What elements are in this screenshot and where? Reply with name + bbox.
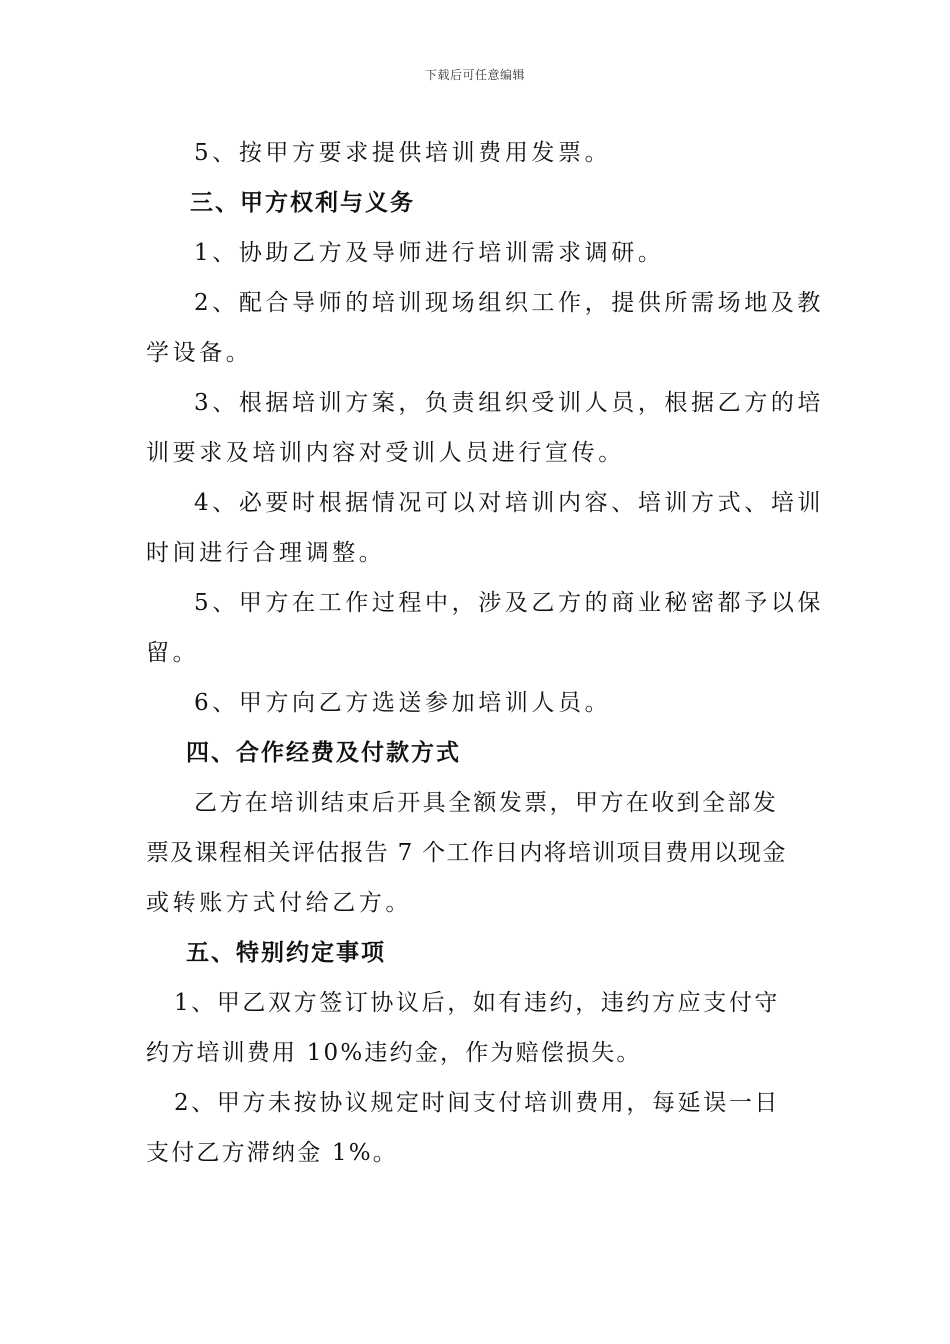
paragraph-line: 学设备。 (146, 340, 253, 366)
paragraph-line: 或转账方式付给乙方。 (146, 890, 412, 916)
paragraph-line: 约方培训费用 10%违约金，作为赔偿损失。 (146, 1040, 642, 1066)
paragraph-line: 2、配合导师的培训现场组织工作，提供所需场地及教 (194, 290, 825, 316)
section-heading: 四、合作经费及付款方式 (186, 739, 461, 766)
paragraph-line: 1、协助乙方及导师进行培训需求调研。 (194, 240, 665, 266)
paragraph-line: 支付乙方滞纳金 1%。 (146, 1140, 398, 1166)
paragraph-line: 乙方在培训结束后开具全额发票，甲方在收到全部发 (194, 790, 779, 816)
paragraph-line: 4、必要时根据情况可以对培训内容、培训方式、培训 (194, 490, 825, 516)
section-heading: 三、甲方权利与义务 (190, 189, 415, 216)
paragraph-line: 5、甲方在工作过程中，涉及乙方的商业秘密都予以保 (194, 590, 825, 616)
paragraph-line: 1、甲乙双方签订协议后，如有违约，违约方应支付守 (174, 990, 781, 1016)
header-note: 下载后可任意编辑 (424, 68, 525, 82)
paragraph-line: 5、按甲方要求提供培训费用发票。 (194, 140, 612, 166)
paragraph-line: 2、甲方未按协议规定时间支付培训费用，每延误一日 (174, 1090, 781, 1116)
section-heading: 五、特别约定事项 (186, 939, 386, 966)
document-body (146, 128, 825, 1178)
paragraph-line: 时间进行合理调整。 (146, 540, 386, 566)
paragraph-line: 票及课程相关评估报告 7 个工作日内将培训项目费用以现金 (146, 840, 787, 866)
paragraph-line: 训要求及培训内容对受训人员进行宣传。 (146, 440, 625, 466)
paragraph-line: 3、根据培训方案，负责组织受训人员，根据乙方的培 (194, 390, 825, 416)
paragraph-line: 留。 (146, 640, 200, 666)
paragraph-line: 6、甲方向乙方选送参加培训人员。 (194, 690, 612, 716)
